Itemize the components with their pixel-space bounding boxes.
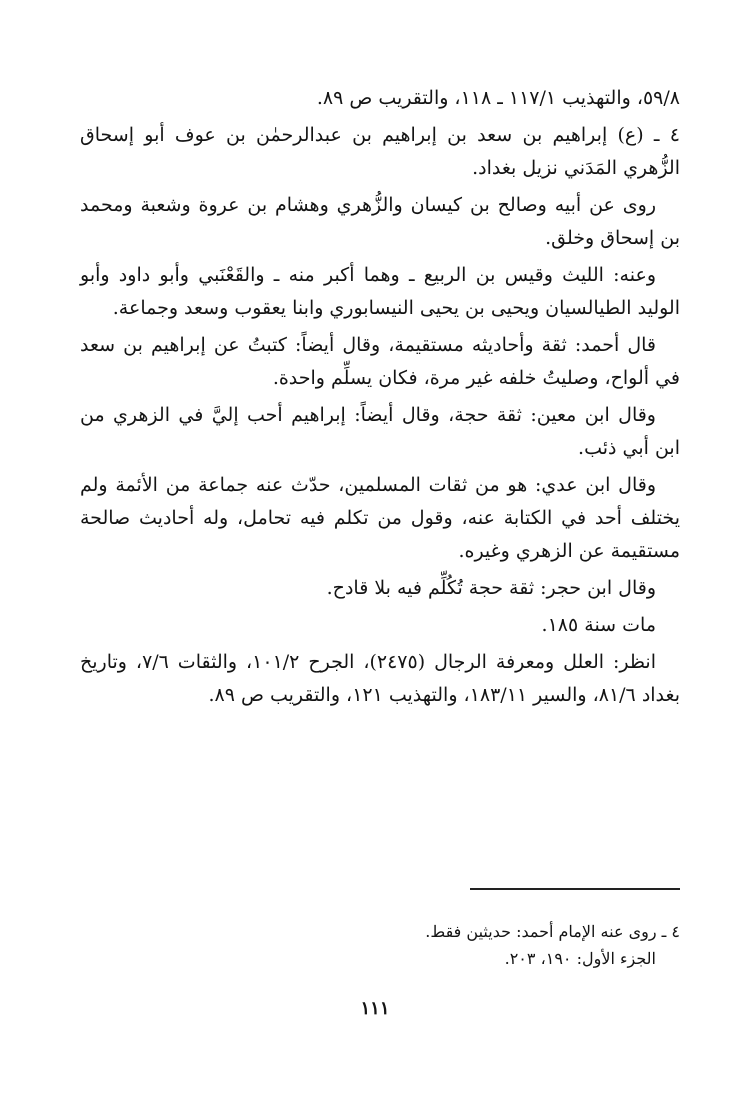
footnote-line: الجزء الأول: ١٩٠، ٢٠٣.: [504, 949, 656, 968]
lead-in-references: ٥٩/٨، والتهذيب ١١٧/١ ـ ١١٨، والتقريب ص ٨٩.: [316, 87, 680, 109]
narrators-paragraph: وعنه: الليث وقيس بن الربيع ـ وهما أكبر منه ـ والقَعْنَبي وأبو داود وأبو الوليد الطيالسيان ويحيى بن يحيى النيسابوري وابنا يعقوب وسعد وجماعة.: [80, 264, 680, 319]
references-paragraph: انظر: العلل ومعرفة الرجال (٢٤٧٥)، الجرح ١٠١/٢، والثقات ٧/٦، وتاريخ بغداد ٨١/٦، والسير ١٨٣/١١، والتهذيب ١٢١، والتقريب ص ٨٩.: [80, 651, 680, 706]
ahmad-opinion-paragraph: قال أحمد: ثقة وأحاديثه مستقيمة، وقال أيضاً: كتبتُ عن إبراهيم بن سعد في ألواح، وصليتُ خلفه غير مرة، فكان يسلِّم واحدة.: [80, 334, 680, 389]
page-number: ١١١: [360, 998, 390, 1019]
footnotes: [160, 918, 680, 972]
entry-heading: ٤ ـ (ع) إبراهيم بن سعد بن إبراهيم بن عبدالرحمٰن بن عوف أبو إسحاق الزُّهري المَدَني نزيل بغداد.: [80, 124, 680, 179]
ibn-hajar-opinion-paragraph: وقال ابن حجر: ثقة حجة تُكُلِّم فيه بلا قادح.: [326, 577, 656, 599]
ibn-maeen-opinion-paragraph: وقال ابن معين: ثقة حجة، وقال أيضاً: إبراهيم أحب إليَّ في الزهري من ابن أبي ذئب.: [80, 404, 680, 459]
ibn-adi-opinion-paragraph: وقال ابن عدي: هو من ثقات المسلمين، حدّث عنه جماعة من الأئمة ولم يختلف أحد في الكتابة عنه، وقول من تكلم فيه تحامل، وله أحاديث صالحة مستقيمة عن الزهري وغيره.: [80, 474, 680, 562]
narrated-from-paragraph: روى عن أبيه وصالح بن كيسان والزُّهري وهشام بن عروة وشعبة ومحمد بن إسحاق وخلق.: [80, 194, 680, 249]
footnote-line: ٤ ـ روى عنه الإمام أحمد: حديثين فقط.: [425, 922, 680, 941]
main-text: [80, 82, 680, 716]
footnote-separator: [470, 888, 680, 890]
death-year-paragraph: مات سنة ١٨٥.: [541, 614, 656, 636]
